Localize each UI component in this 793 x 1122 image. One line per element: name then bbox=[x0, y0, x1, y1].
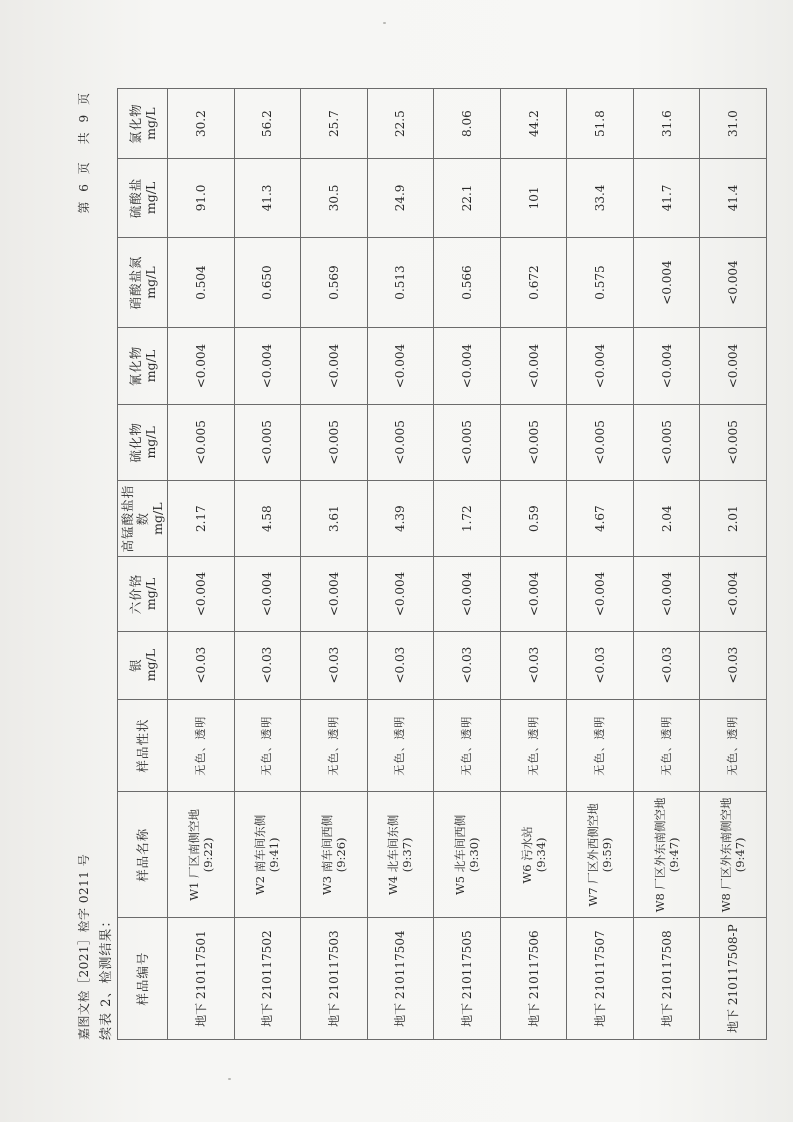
cell-nitrate: 0.504 bbox=[168, 237, 235, 328]
cell-cr6: <0.004 bbox=[567, 557, 634, 631]
column-header-unit: mg/L bbox=[142, 648, 158, 682]
cell-state: 无色、透明 bbox=[633, 699, 700, 792]
cell-sulfate: 41.4 bbox=[700, 159, 767, 237]
cell-sulfide: <0.005 bbox=[168, 404, 235, 480]
table-row bbox=[234, 89, 301, 1040]
cell-chloride: 8.06 bbox=[434, 89, 501, 159]
cell-chloride: 30.2 bbox=[168, 89, 235, 159]
cell-chloride: 31.0 bbox=[700, 89, 767, 159]
cell-sulfide: <0.005 bbox=[500, 404, 567, 480]
cell-cyanide: <0.004 bbox=[301, 328, 368, 404]
cell-sulfide: <0.005 bbox=[700, 404, 767, 480]
table-row bbox=[367, 89, 434, 1040]
cell-codmn: 2.01 bbox=[700, 481, 767, 557]
column-header bbox=[118, 699, 168, 792]
cell-cr6: <0.004 bbox=[234, 557, 301, 631]
cell-ag: <0.03 bbox=[500, 631, 567, 699]
cell-sulfide: <0.005 bbox=[567, 404, 634, 480]
cell-codmn: 3.61 bbox=[301, 481, 368, 557]
cell-nitrate: 0.513 bbox=[367, 237, 434, 328]
sample-name: W8 厂区外东南侧空地 bbox=[652, 797, 667, 913]
table-caption: 续表 2、检测结果： bbox=[99, 913, 114, 1040]
cell-cr6: <0.004 bbox=[168, 557, 235, 631]
cell-cr6: <0.004 bbox=[500, 557, 567, 631]
sample-time: (9:22) bbox=[200, 837, 215, 873]
cell-sulfate: 22.1 bbox=[434, 159, 501, 237]
paper-speck bbox=[228, 1078, 231, 1080]
cell-sulfate: 30.5 bbox=[301, 159, 368, 237]
cell-sulfide: <0.005 bbox=[234, 404, 301, 480]
column-header-label: 样品名称 bbox=[135, 827, 150, 882]
table-header-row bbox=[118, 89, 168, 1040]
cell-name bbox=[367, 792, 434, 918]
cell-state: 无色、透明 bbox=[301, 699, 368, 792]
cell-cr6: <0.004 bbox=[301, 557, 368, 631]
sample-name: W4 北车间东侧 bbox=[386, 814, 401, 896]
cell-codmn: 4.58 bbox=[234, 481, 301, 557]
paper-speck bbox=[383, 22, 386, 24]
column-header-label: 硫酸盐 bbox=[127, 177, 143, 219]
cell-name bbox=[567, 792, 634, 918]
column-header bbox=[118, 404, 168, 480]
column-header-label: 硝酸盐氮 bbox=[127, 255, 143, 310]
cell-id: 地下 210117502 bbox=[234, 918, 301, 1040]
table-row bbox=[700, 89, 767, 1040]
cell-chloride: 56.2 bbox=[234, 89, 301, 159]
cell-cyanide: <0.004 bbox=[500, 328, 567, 404]
cell-chloride: 22.5 bbox=[367, 89, 434, 159]
cell-sulfate: 24.9 bbox=[367, 159, 434, 237]
sample-time: (9:30) bbox=[466, 837, 481, 873]
sample-time: (9:26) bbox=[333, 837, 348, 873]
cell-cr6: <0.004 bbox=[633, 557, 700, 631]
column-header-label: 银 bbox=[127, 658, 143, 672]
cell-sulfate: 33.4 bbox=[567, 159, 634, 237]
column-header bbox=[118, 237, 168, 328]
cell-codmn: 4.67 bbox=[567, 481, 634, 557]
sample-time: (9:34) bbox=[533, 837, 548, 873]
cell-cyanide: <0.004 bbox=[234, 328, 301, 404]
cell-nitrate: <0.004 bbox=[633, 237, 700, 328]
cell-id: 地下 210117508 bbox=[633, 918, 700, 1040]
cell-nitrate: 0.672 bbox=[500, 237, 567, 328]
cell-chloride: 51.8 bbox=[567, 89, 634, 159]
column-header-unit: mg/L bbox=[142, 181, 158, 215]
sample-name: W5 北车间西侧 bbox=[452, 814, 467, 896]
column-header-label: 六价铬 bbox=[127, 573, 143, 615]
column-header-unit: mg/L bbox=[142, 107, 158, 140]
cell-name bbox=[301, 792, 368, 918]
cell-nitrate: 0.575 bbox=[567, 237, 634, 328]
column-header-label: 高锰酸盐指数 bbox=[120, 484, 150, 553]
column-header bbox=[118, 159, 168, 237]
column-header-label: 样品性状 bbox=[135, 718, 150, 773]
cell-sulfide: <0.005 bbox=[301, 404, 368, 480]
document-reference: 嘉图文检［2021］检字 0211 号 bbox=[77, 853, 91, 1040]
cell-cr6: <0.004 bbox=[367, 557, 434, 631]
cell-ag: <0.03 bbox=[700, 631, 767, 699]
column-header-unit: mg/L bbox=[142, 266, 158, 299]
cell-name bbox=[434, 792, 501, 918]
sample-time: (9:41) bbox=[267, 837, 282, 873]
cell-state: 无色、透明 bbox=[700, 699, 767, 792]
column-header bbox=[118, 89, 168, 159]
table-row bbox=[500, 89, 567, 1040]
cell-name bbox=[168, 792, 235, 918]
column-header bbox=[118, 918, 168, 1040]
cell-ag: <0.03 bbox=[367, 631, 434, 699]
cell-id: 地下 210117507 bbox=[567, 918, 634, 1040]
cell-cyanide: <0.004 bbox=[367, 328, 434, 404]
column-header bbox=[118, 481, 168, 557]
cell-codmn: 2.04 bbox=[633, 481, 700, 557]
rotated-report-page bbox=[75, 80, 790, 1040]
cell-chloride: 25.7 bbox=[301, 89, 368, 159]
cell-sulfide: <0.005 bbox=[633, 404, 700, 480]
cell-id: 地下 210117506 bbox=[500, 918, 567, 1040]
cell-chloride: 31.6 bbox=[633, 89, 700, 159]
cell-nitrate: 0.569 bbox=[301, 237, 368, 328]
cell-state: 无色、透明 bbox=[434, 699, 501, 792]
cell-state: 无色、透明 bbox=[500, 699, 567, 792]
cell-ag: <0.03 bbox=[567, 631, 634, 699]
cell-id: 地下 210117505 bbox=[434, 918, 501, 1040]
cell-codmn: 1.72 bbox=[434, 481, 501, 557]
column-header bbox=[118, 631, 168, 699]
cell-sulfate: 101 bbox=[500, 159, 567, 237]
cell-ag: <0.03 bbox=[234, 631, 301, 699]
cell-nitrate: 0.566 bbox=[434, 237, 501, 328]
cell-id: 地下 210117504 bbox=[367, 918, 434, 1040]
column-header-unit: mg/L bbox=[150, 502, 165, 535]
table-row bbox=[301, 89, 368, 1040]
table-row bbox=[567, 89, 634, 1040]
cell-cr6: <0.004 bbox=[700, 557, 767, 631]
cell-sulfate: 41.7 bbox=[633, 159, 700, 237]
cell-id: 地下 210117508-P bbox=[700, 918, 767, 1040]
results-table bbox=[117, 88, 767, 1040]
column-header-label: 氰化物 bbox=[127, 345, 143, 387]
column-header-label: 硫化物 bbox=[127, 422, 143, 463]
cell-name bbox=[234, 792, 301, 918]
column-header-label: 氯化物 bbox=[127, 103, 143, 144]
cell-ag: <0.03 bbox=[434, 631, 501, 699]
cell-state: 无色、透明 bbox=[367, 699, 434, 792]
cell-sulfate: 91.0 bbox=[168, 159, 235, 237]
sample-time: (9:47) bbox=[666, 837, 681, 873]
cell-ag: <0.03 bbox=[633, 631, 700, 699]
cell-nitrate: <0.004 bbox=[700, 237, 767, 328]
cell-id: 地下 210117501 bbox=[168, 918, 235, 1040]
sample-name: W2 南车间东侧 bbox=[253, 814, 268, 896]
cell-cyanide: <0.004 bbox=[633, 328, 700, 404]
cell-codmn: 4.39 bbox=[367, 481, 434, 557]
sample-name: W3 南车间西侧 bbox=[319, 814, 334, 896]
column-header-unit: mg/L bbox=[142, 577, 158, 611]
column-header-unit: mg/L bbox=[142, 426, 158, 459]
sample-name: W8 厂区外东南侧空地 bbox=[719, 797, 734, 913]
page-number: 第 6 页 共 9 页 bbox=[77, 90, 91, 214]
cell-sulfide: <0.005 bbox=[434, 404, 501, 480]
cell-cyanide: <0.004 bbox=[434, 328, 501, 404]
sample-time: (9:59) bbox=[600, 837, 615, 873]
cell-ag: <0.03 bbox=[301, 631, 368, 699]
sample-time: (9:47) bbox=[733, 837, 748, 873]
column-header bbox=[118, 792, 168, 918]
cell-state: 无色、透明 bbox=[168, 699, 235, 792]
cell-name bbox=[633, 792, 700, 918]
cell-state: 无色、透明 bbox=[567, 699, 634, 792]
sample-time: (9:37) bbox=[400, 837, 415, 873]
cell-sulfate: 41.3 bbox=[234, 159, 301, 237]
column-header-unit: mg/L bbox=[142, 349, 158, 383]
column-header bbox=[118, 557, 168, 631]
column-header bbox=[118, 328, 168, 404]
sample-name: W6 污水站 bbox=[519, 826, 534, 884]
table-row bbox=[434, 89, 501, 1040]
cell-codmn: 0.59 bbox=[500, 481, 567, 557]
cell-cyanide: <0.004 bbox=[700, 328, 767, 404]
cell-id: 地下 210117503 bbox=[301, 918, 368, 1040]
sample-name: W7 厂区外西侧空地 bbox=[586, 803, 601, 907]
cell-cyanide: <0.004 bbox=[567, 328, 634, 404]
cell-ag: <0.03 bbox=[168, 631, 235, 699]
cell-sulfide: <0.005 bbox=[367, 404, 434, 480]
sample-name: W1 厂区南侧空地 bbox=[186, 808, 201, 901]
cell-name bbox=[700, 792, 767, 918]
cell-nitrate: 0.650 bbox=[234, 237, 301, 328]
table-row bbox=[168, 89, 235, 1040]
cell-codmn: 2.17 bbox=[168, 481, 235, 557]
cell-cyanide: <0.004 bbox=[168, 328, 235, 404]
cell-cr6: <0.004 bbox=[434, 557, 501, 631]
column-header-label: 样品编号 bbox=[135, 951, 150, 1006]
cell-state: 无色、透明 bbox=[234, 699, 301, 792]
cell-name bbox=[500, 792, 567, 918]
cell-chloride: 44.2 bbox=[500, 89, 567, 159]
table-row bbox=[633, 89, 700, 1040]
